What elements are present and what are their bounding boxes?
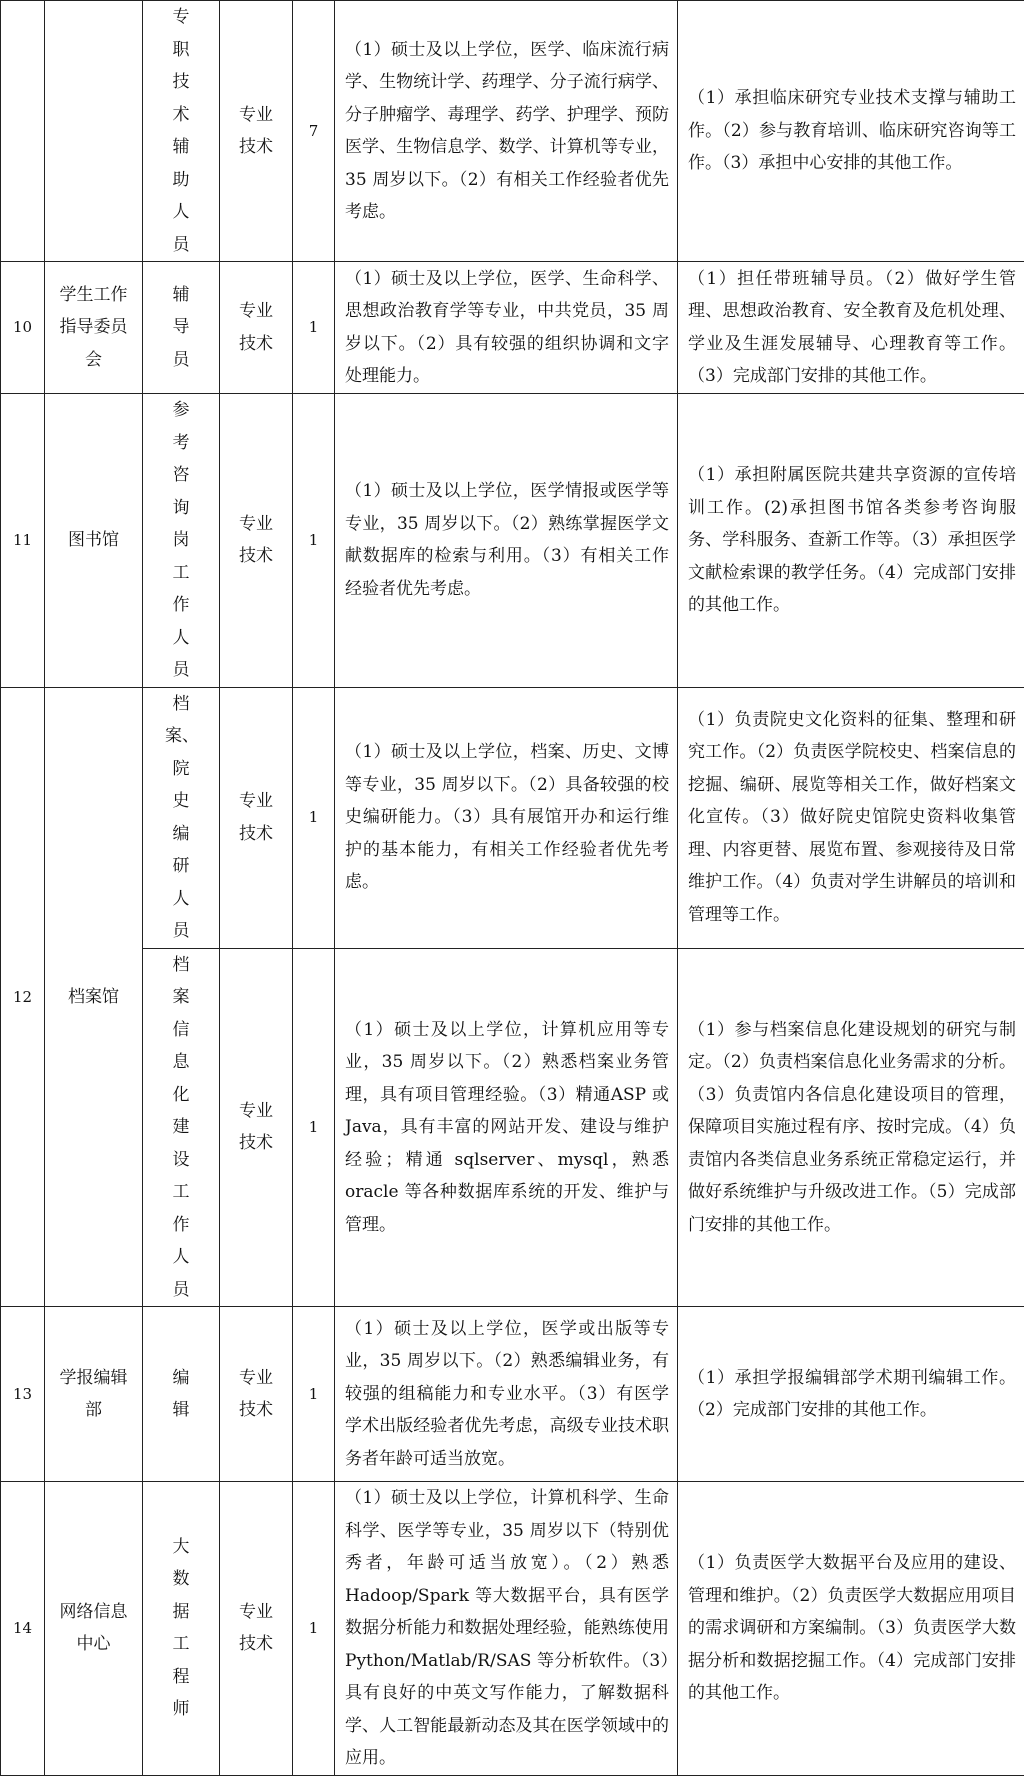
table-row — [1, 1482, 1024, 1776]
duties-cell: （1）承担临床研究专业技术支撑与辅助工作。（2）参与教育培训、临床研究咨询等工作。（3）承担中心安排的其他工作。 — [678, 1, 1024, 262]
row-number-cell: 13 — [1, 1307, 45, 1482]
department-cell: 档案馆 — [45, 687, 143, 1307]
table-row — [1, 1307, 1024, 1482]
requirements-cell: （1）硕士及以上学位，档案、历史、文博等专业，35 周岁以下。（2）具备较强的校史编研能力。（3）具有展馆开办和运行维护的基本能力，有相关工作经验者优先考虑。 — [335, 687, 678, 948]
department-cell: 网络信息 中心 — [45, 1482, 143, 1776]
requirements-cell: （1）硕士及以上学位，医学情报或医学等专业，35 周岁以下。（2）熟练掌握医学文献数据库的检索与利用。（3）有相关工作经验者优先考虑。 — [335, 394, 678, 688]
count-cell: 7 — [293, 1, 335, 262]
duties-cell: （1）负责院史文化资料的征集、整理和研究工作。（2）负责医学院校史、档案信息的挖掘、编研、展览等相关工作，做好档案文化宣传。（3）做好院史馆院史资料收集管理、内容更替、展览布置、参观接待及日常维护工作。（4）负责对学生讲解员的培训和管理等工作。 — [678, 687, 1024, 948]
count-cell: 1 — [293, 1307, 335, 1482]
row-number-cell: 12 — [1, 687, 45, 1307]
requirements-cell: （1）硕士及以上学位，医学、临床流行病学、生物统计学、药理学、分子流行病学、分子肿瘤学、毒理学、药学、护理学、预防医学、生物信息学、数学、计算机等专业，35 周岁以下。（2）有相关工作经验者优先考虑。 — [335, 1, 678, 262]
table-row — [1, 1, 1024, 262]
department-cell: 图书馆 — [45, 394, 143, 688]
count-cell: 1 — [293, 948, 335, 1307]
category-cell: 专业 技术 — [220, 1307, 293, 1482]
category-cell: 专业 技术 — [220, 948, 293, 1307]
category-cell: 专业 技术 — [220, 394, 293, 688]
requirements-cell: （1）硕士及以上学位，医学或出版等专业，35 周岁以下。（2）熟悉编辑业务，有较强的组稿能力和专业水平。（3）有医学学术出版经验者优先考虑，高级专业技术职务者年龄可适当放宽。 — [335, 1307, 678, 1482]
table-row — [1, 687, 1024, 948]
requirements-cell: （1）硕士及以上学位，计算机科学、生命科学、医学等专业，35 周岁以下（特别优秀者，年龄可适当放宽）。（2）熟悉 Hadoop/Spark 等大数据平台，具有医学数据分析能力和数据处理经验，能熟练使用 Python/Matlab/R/SAS 等分析软件。（3）具有良好的中英文写作能力，了解数据科学、人工智能最新动态及其在医学领域中的应用。 — [335, 1482, 678, 1776]
duties-cell: （1）参与档案信息化建设规划的研究与制定。（2）负责档案信息化业务需求的分析。（3）负责馆内各信息化建设项目的管理，保障项目实施过程有序、按时完成。（4）负责馆内各类信息业务系统正常稳定运行，并做好系统维护与升级改进工作。（5）完成部门安排的其他工作。 — [678, 948, 1024, 1307]
position-cell: 档案信 息化建 设工作 人员 — [143, 948, 220, 1307]
duties-cell: （1）承担学报编辑部学术期刊编辑工作。（2）完成部门安排的其他工作。 — [678, 1307, 1024, 1482]
row-number-cell: 14 — [1, 1482, 45, 1776]
position-cell: 辅导员 — [143, 262, 220, 394]
department-cell: 学生工作 指导委员 会 — [45, 262, 143, 394]
category-cell: 专业 技术 — [220, 687, 293, 948]
category-cell: 专业 技术 — [220, 1, 293, 262]
row-number-cell — [1, 1, 45, 262]
row-number-cell: 10 — [1, 262, 45, 394]
position-cell: 档案、 院史编 研人员 — [143, 687, 220, 948]
category-cell: 专业 技术 — [220, 1482, 293, 1776]
position-cell: 大数据 工程师 — [143, 1482, 220, 1776]
count-cell: 1 — [293, 394, 335, 688]
position-cell: 参考咨 询岗工 作人员 — [143, 394, 220, 688]
row-number-cell: 11 — [1, 394, 45, 688]
duties-cell: （1）负责医学大数据平台及应用的建设、管理和维护。（2）负责医学大数据应用项目的需求调研和方案编制。（3）负责医学大数据分析和数据挖掘工作。（4）完成部门安排的其他工作。 — [678, 1482, 1024, 1776]
category-cell: 专业 技术 — [220, 262, 293, 394]
position-cell: 编辑 — [143, 1307, 220, 1482]
requirements-cell: （1）硕士及以上学位，医学、生命科学、思想政治教育学等专业，中共党员，35 周岁以下。（2）具有较强的组织协调和文字处理能力。 — [335, 262, 678, 394]
table-row — [1, 262, 1024, 394]
table-row — [1, 948, 1024, 1307]
duties-cell: （1）承担附属医院共建共享资源的宣传培训工作。(2)承担图书馆各类参考咨询服务、学科服务、查新工作等。（3）承担医学文献检索课的教学任务。（4）完成部门安排的其他工作。 — [678, 394, 1024, 688]
count-cell: 1 — [293, 1482, 335, 1776]
department-cell — [45, 1, 143, 262]
requirements-cell: （1）硕士及以上学位，计算机应用等专业，35 周岁以下。（2）熟悉档案业务管理，具有项目管理经验。（3）精通ASP 或 Java，具有丰富的网站开发、建设与维护经验；精通 sqlserver、mysql，熟悉 oracle 等各种数据库系统的开发、维护与管理。 — [335, 948, 678, 1307]
department-cell: 学报编辑 部 — [45, 1307, 143, 1482]
table-row — [1, 394, 1024, 688]
duties-cell: （1）担任带班辅导员。（2）做好学生管理、思想政治教育、安全教育及危机处理、学业及生涯发展辅导、心理教育等工作。（3）完成部门安排的其他工作。 — [678, 262, 1024, 394]
count-cell: 1 — [293, 262, 335, 394]
position-cell: 专职技 术辅助 人员 — [143, 1, 220, 262]
count-cell: 1 — [293, 687, 335, 948]
